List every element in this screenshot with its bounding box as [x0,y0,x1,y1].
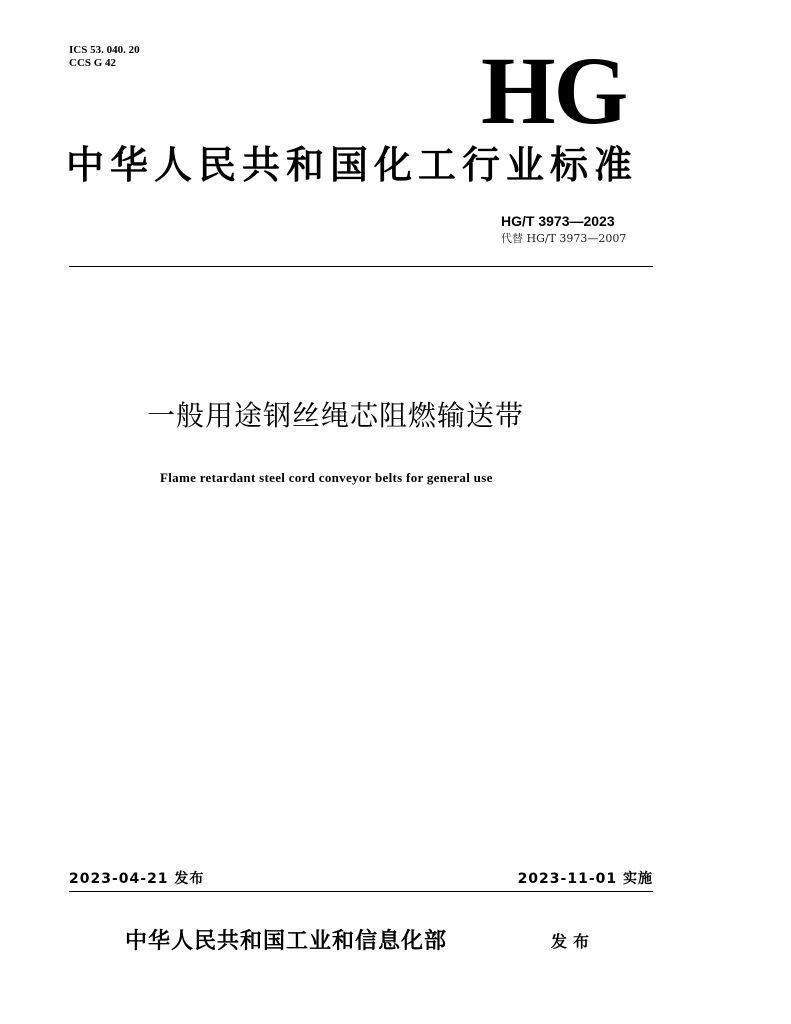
top-divider [69,266,653,267]
standard-category-title: 中华人民共和国化工行业标准 [66,143,639,187]
ics-code: ICS 53. 040. 20 [69,44,140,56]
document-title-chinese: 一般用途钢丝绳芯阻燃输送带 [147,399,525,432]
publish-date: 2023-04-21 发布 [69,871,205,887]
document-title-english: Flame retardant steel cord conveyor belts for general use [160,470,493,485]
bottom-divider [69,891,653,892]
replaces-standard: 代替 HG/T 3973—2007 [501,232,627,245]
hg-logo: HG [481,37,627,144]
implementation-date: 2023-11-01 实施 [517,871,653,887]
standard-number: HG/T 3973—2023 [501,213,615,229]
issue-label: 发布 [551,932,596,951]
issuing-authority: 中华人民共和国工业和信息化部 [125,928,448,954]
ccs-code: CCS G 42 [69,57,117,69]
